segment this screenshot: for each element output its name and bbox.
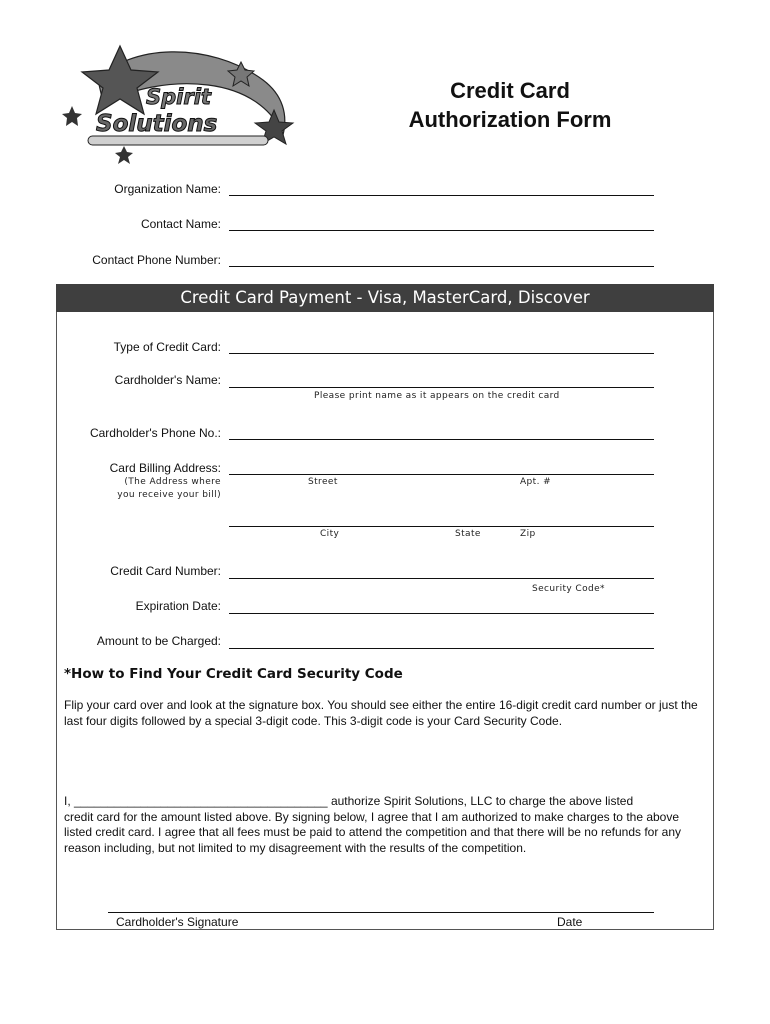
state-hint: State [455, 529, 481, 539]
amount-charged-field[interactable] [229, 648, 654, 649]
authorization-line-1: I, ______________________________________ authorize Spirit Solutions, LLC to charge the above listed [64, 794, 634, 808]
street-hint: Street [308, 477, 338, 487]
billing-street-field[interactable] [229, 474, 654, 475]
title-line-1: Credit Card [450, 78, 570, 103]
security-code-instructions [64, 698, 709, 729]
cardholder-name-field[interactable] [229, 387, 654, 388]
logo-text-spirit: Spirit [146, 85, 211, 109]
date-label: Date [557, 915, 583, 929]
apt-hint: Apt. # [520, 477, 552, 487]
contact-phone-field[interactable] [229, 266, 654, 267]
contact-phone-label: Contact Phone Number: [92, 253, 221, 267]
billing-note-line-1: (The Address where [124, 477, 221, 487]
expiration-date-field[interactable] [229, 613, 654, 614]
page-title [365, 76, 655, 134]
zip-hint: Zip [520, 529, 536, 539]
amount-charged-label: Amount to be Charged: [96, 634, 221, 648]
expiration-date-label: Expiration Date: [135, 599, 221, 613]
cardholder-phone-label: Cardholder's Phone No.: [89, 426, 221, 440]
cardholder-signature-label: Cardholder's Signature [116, 915, 239, 929]
contact-name-field[interactable] [229, 230, 654, 231]
security-code-heading: *How to Find Your Credit Card Security Code [64, 666, 403, 682]
logo-text-solutions: Solutions [96, 111, 218, 137]
cardholder-name-hint: Please print name as it appears on the credit card [314, 391, 560, 401]
signature-line[interactable] [108, 912, 654, 913]
billing-address-label: Card Billing Address: [109, 461, 221, 475]
security-code-hint: Security Code* [532, 584, 605, 594]
company-logo [58, 40, 303, 170]
billing-note-line-2: you receive your bill) [117, 490, 221, 500]
card-type-label: Type of Credit Card: [113, 340, 221, 354]
payment-section-header: Credit Card Payment - Visa, MasterCard, Discover [56, 284, 714, 312]
authorization-statement [64, 794, 709, 856]
city-hint: City [320, 529, 340, 539]
cardholder-phone-field[interactable] [229, 439, 654, 440]
authorization-text: credit card for the amount listed above. By signing below, I agree that I am authorized to make charges to the above listed credit card. I agree that all fees must be paid to attend the competition and that there will be no refunds for any reason including, but not limited to my disagreement with the results of the competition. [64, 809, 682, 855]
cardholder-name-label: Cardholder's Name: [114, 373, 221, 387]
title-line-2: Authorization Form [408, 107, 612, 132]
card-number-label: Credit Card Number: [110, 564, 221, 578]
organization-name-label: Organization Name: [114, 182, 221, 196]
card-number-field[interactable] [229, 578, 654, 579]
billing-city-state-zip-field[interactable] [229, 526, 654, 527]
security-code-text: Flip your card over and look at the signature box. You should see either the entire 16-digit credit card number or just the last four digits followed by a special 3-digit code. This 3-digit code is your Card Security Code. [64, 698, 698, 728]
card-type-field[interactable] [229, 353, 654, 354]
contact-name-label: Contact Name: [140, 217, 221, 231]
organization-name-field[interactable] [229, 195, 654, 196]
